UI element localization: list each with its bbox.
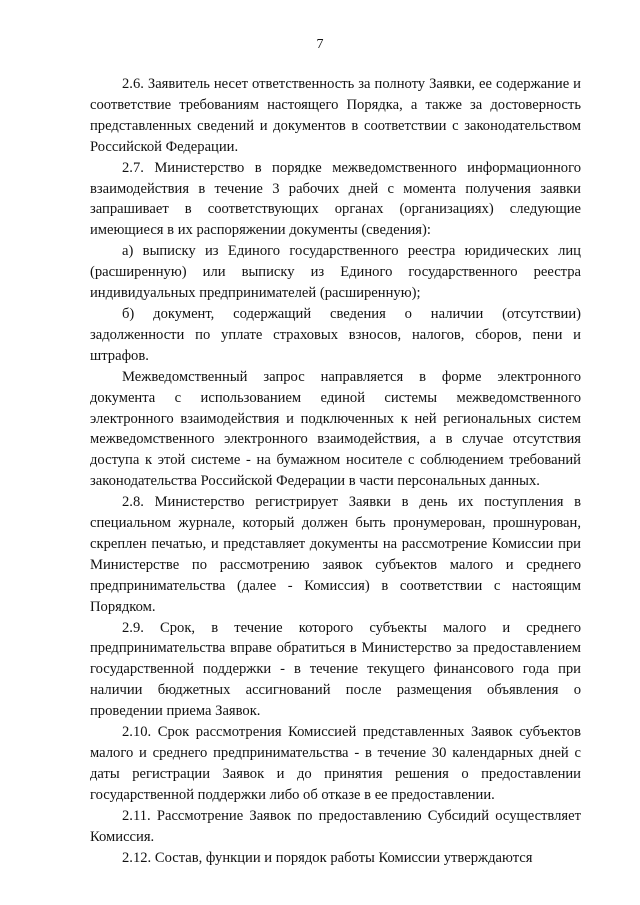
document-body — [90, 74, 581, 868]
paragraph-2-11: 2.11. Рассмотрение Заявок по предоставлению Субсидий осуществляет Комиссия. — [90, 807, 581, 845]
paragraph-2-7-a: а) выписку из Единого государственного реестра юридических лиц (расширенную) или выписку из Единого государственного реестра индивидуальных предпринимателей (расширенную); — [90, 243, 581, 302]
paragraph-2-10: 2.10. Срок рассмотрения Комиссией представленных Заявок субъектов малого и среднего предпринимательства - в течение 30 календарных дней с даты регистрации Заявок и до принятия решения о предоставлении государственной поддержки либо об отказе в ее предоставлении. — [90, 724, 581, 803]
paragraph-2-12: 2.12. Состав, функции и порядок работы Комиссии утверждаются — [122, 849, 533, 866]
paragraph-2-8: 2.8. Министерство регистрирует Заявки в день их поступления в специальном журнале, который должен быть пронумерован, прошнурован, скреплен печатью, и представляет документы на рассмотрение Комиссии при Министерстве по рассмотрению заявок субъектов малого и среднего предпринимательства (далее - Комиссия) в соответствии с настоящим Порядком. — [90, 494, 581, 615]
paragraph-2-7-b: б) документ, содержащий сведения о наличии (отсутствии) задолженности по уплате страховых взносов, налогов, сборов, пени и штрафов. — [90, 305, 581, 364]
page-number: 7 — [316, 37, 324, 52]
paragraph-2-9: 2.9. Срок, в течение которого субъекты малого и среднего предпринимательства вправе обратиться в Министерство за предоставлением государственной поддержки - в течение текущего финансового года при наличии бюджетных ассигнований после размещения объявления о проведении приема Заявок. — [90, 619, 581, 720]
paragraph-interagency-request: Межведомственный запрос направляется в форме электронного документа с использованием единой системы межведомственного электронного взаимодействия и подключенных к ней региональных систем межведомственного электронного взаимодействия, а в случае отсутствия доступа к этой системе - на бумажном носителе с соблюдением требований законодательства Российской Федерации в части персональных данных. — [90, 368, 581, 490]
paragraph-2-6: 2.6. Заявитель несет ответственность за полноту Заявки, ее содержание и соответствие требованиям настоящего Порядка, а также за достоверность представленных сведений и документов в соответствии с законодательством Российской Федерации. — [90, 76, 581, 155]
paragraph-2-7: 2.7. Министерство в порядке межведомственного информационного взаимодействия в течение 3 рабочих дней с момента получения заявки запрашивает в соответствующих органах (организациях) следующие имеющиеся в их распоряжении документы (сведения): — [90, 159, 581, 239]
